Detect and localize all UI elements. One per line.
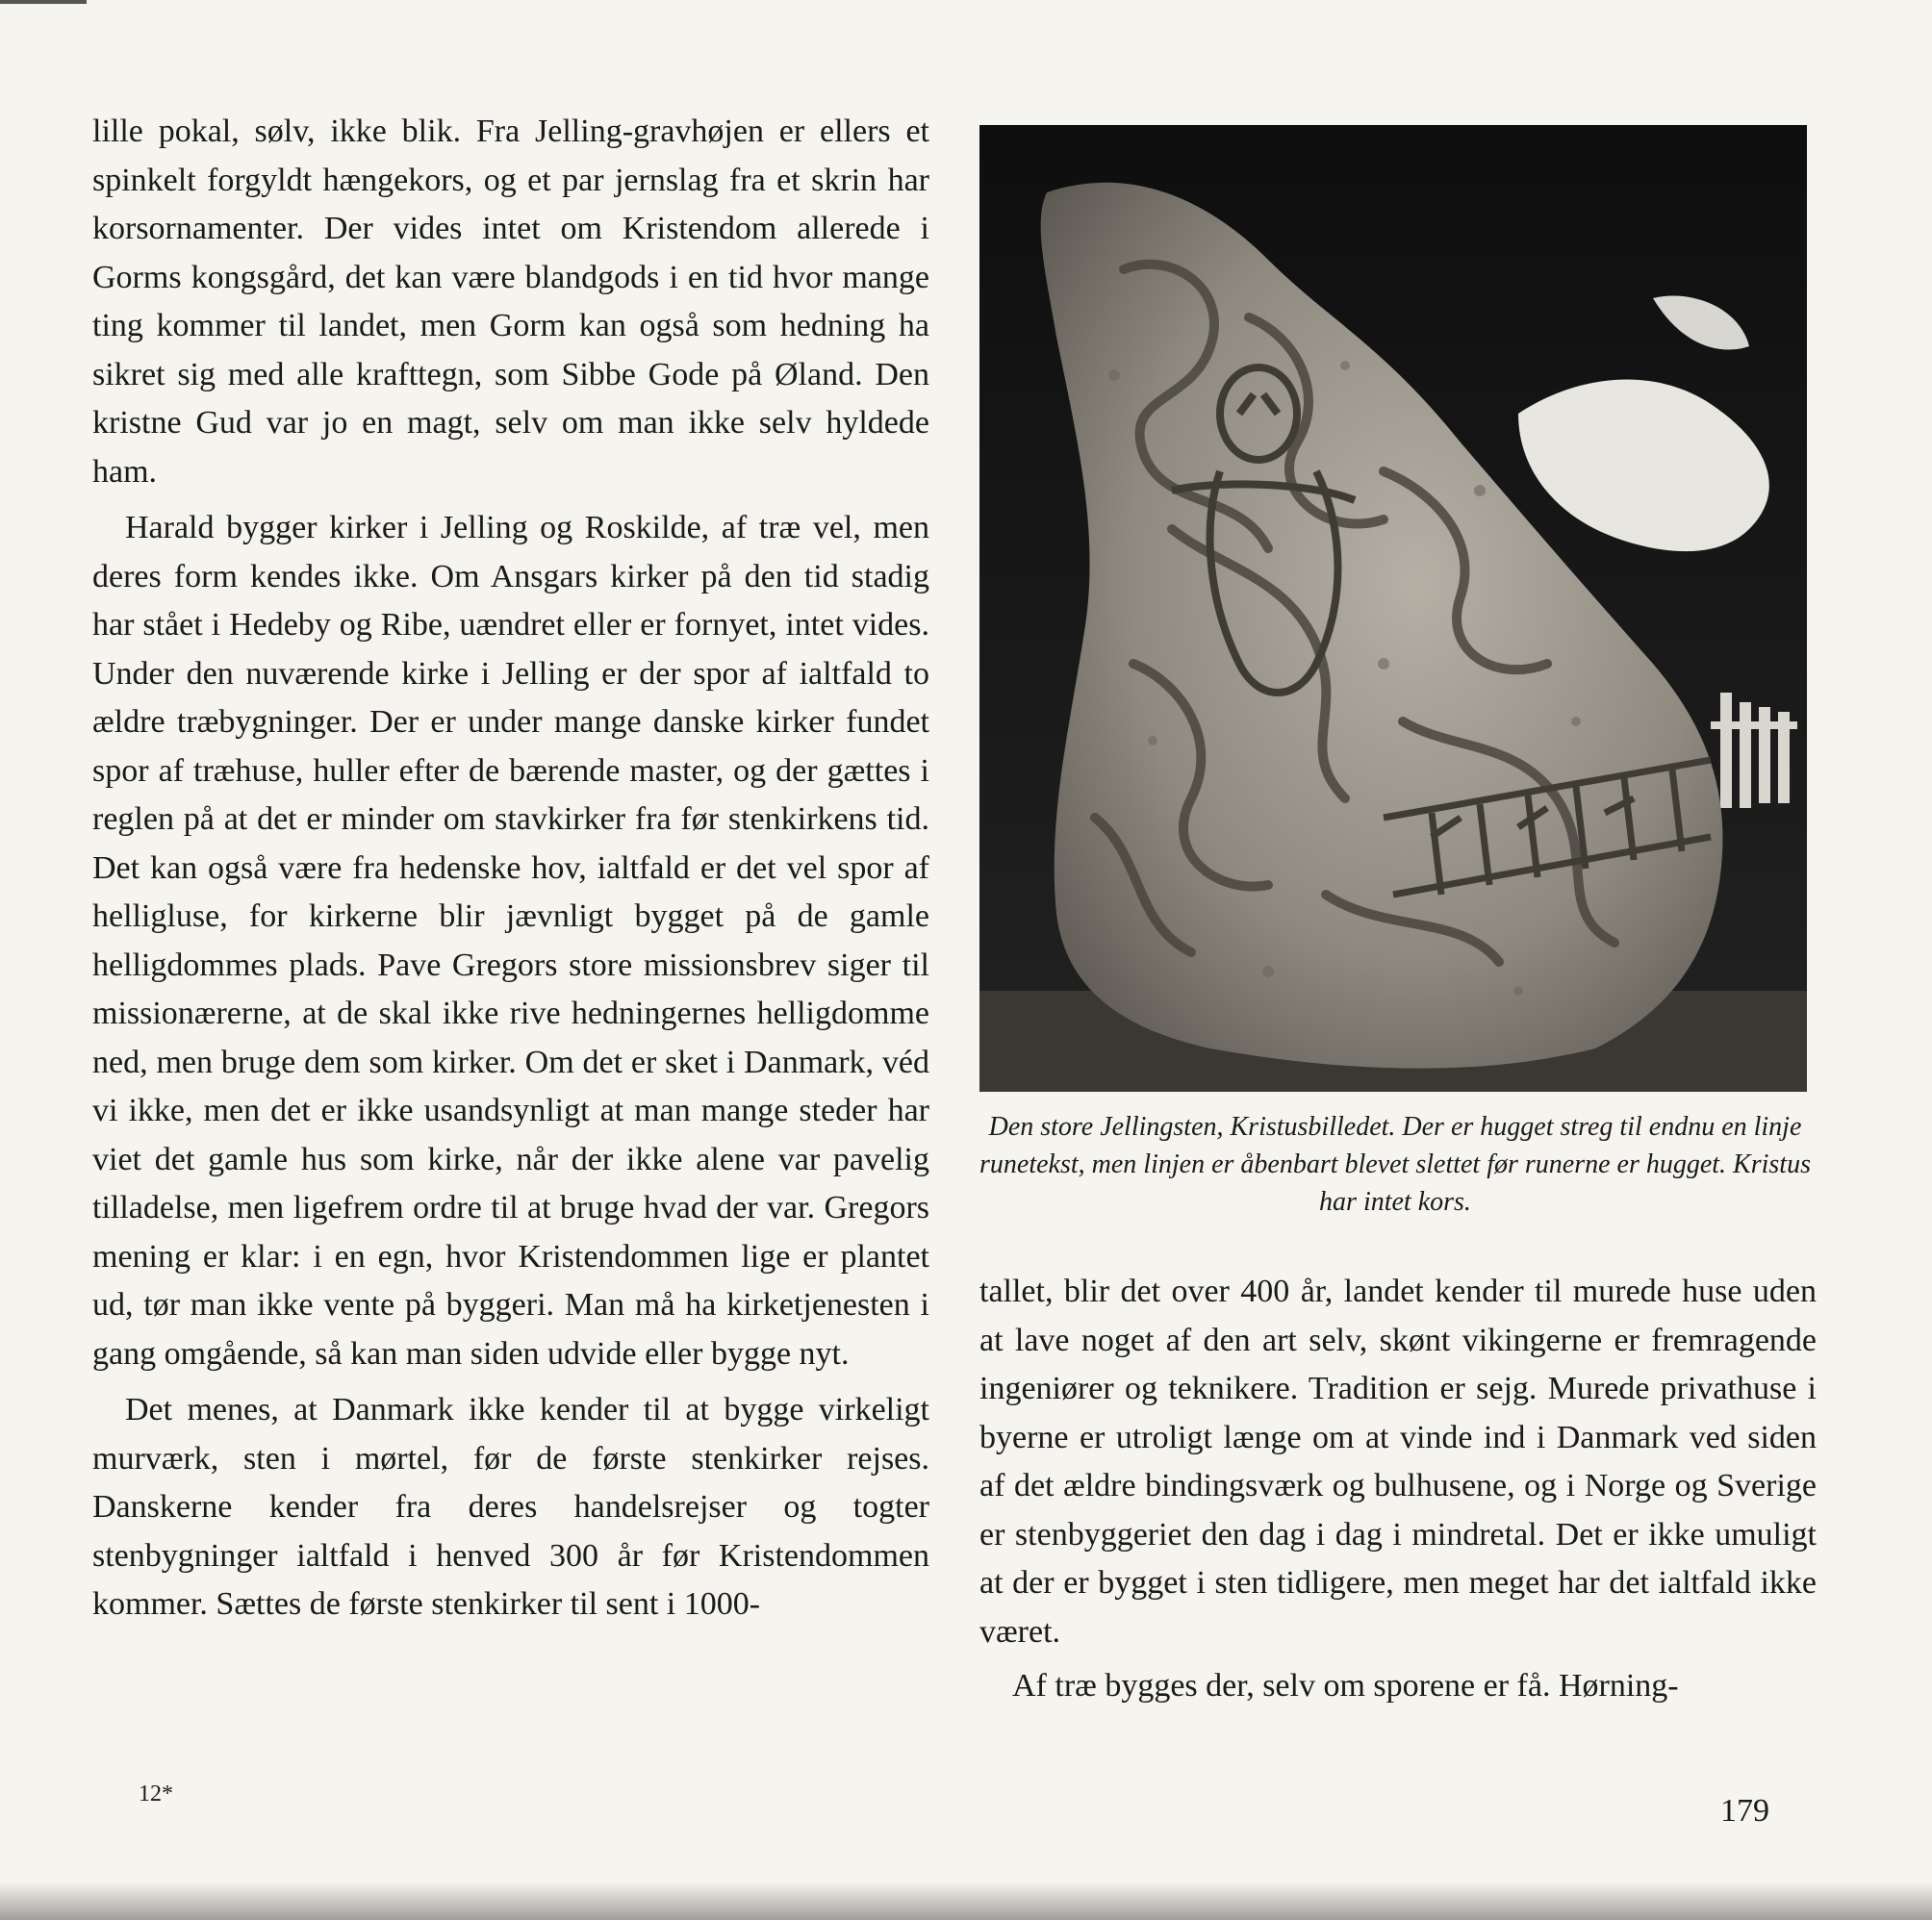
paragraph-5: Af træ bygges der, selv om sporene er få. Hørning- [1012, 1668, 1679, 1704]
jelling-stone-photo [979, 125, 1807, 1092]
paragraph-2: Harald bygger kirker i Jelling og Roskilde, af træ vel, men deres form kendes ikke. Om Ansgars kirker på den tid stadig har stået i Hedeby og Ribe, uændret eller er fornyet, intet vides. Under den nuværende kirke i Jelling er der spor af ialtfald to ældre træbygninger. Der er under mange danske kirker fundet spor af træhuse, huller efter de bærende master, og der gættes i reglen på at det er minder om stavkirker fra før stenkirkens tid. Det kan også være fra hedenske hov, ialtfald er det vel spor af helligluse, for kirkerne blir jævnligt bygget på de gamle helligdommes plads. Pave Gregors store missionsbrev siger til missionærerne, at de skal ikke rive hedningernes helligdomme ned, men bruge dem som kirker. Om det er sket i Danmark, véd vi ikke, men det er ikke usandsynligt at man mange steder har viet det gamle hus som kirke, når der ikke alene var pavelig tilladelse, men ligefrem ordre til at bruge hvad der var. Gregors mening er klar: i en egn, hvor Kristendommen lige er plantet ud, tør man ikke vente på byggeri. Man må ha kirketjenesten i gang omgående, så kan man siden udvide eller bygge nyt. [92, 510, 929, 1372]
rune-stone-illustration [979, 125, 1807, 1092]
scan-edge-mark [0, 0, 87, 4]
page-number: 179 [1720, 1793, 1769, 1829]
right-text-column [979, 1268, 1817, 1711]
figure-caption: Den store Jellingsten, Kristusbilledet. Der er hugget streg til endnu en linje runetekst, men linjen er åbenbart blevet slettet før runerne er hugget. Kristus har intet kors. [979, 1112, 1811, 1217]
scan-shadow [0, 1882, 1932, 1920]
paragraph-3: Det menes, at Danmark ikke kender til at bygge virkeligt murværk, sten i mørtel, før de første stenkirker rejses. Danskerne kender fra deres handelsrejser og togter stenbygninger ialtfald i henved 300 år før Kristendommen kommer. Sættes de første stenkirker til sent i 1000- [92, 1392, 929, 1622]
paragraph-4: tallet, blir det over 400 år, landet kender til murede huse uden at lave noget af den art selv, skønt vikingerne er fremragende ingeniører og teknikere. Tradition er sejg. Murede privathuse i byerne er utroligt længe om at vinde ind i Danmark ved siden af det ældre bindingsværk og bulhusene, og i Norge og Sverige er stenbyggeriet den dag i dag i mindretal. Det er ikke umuligt at der er bygget i sten tidligere, men meget har det ialtfald ikke været. [979, 1274, 1817, 1650]
paragraph-1: lille pokal, sølv, ikke blik. Fra Jelling-gravhøjen er ellers et spinkelt forgyldt hængekors, og et par jernslag fra et skrin har korsornamenter. Der vides intet om Kristendom allerede i Gorms kongsgård, det kan være blandgods i en tid hvor mange ting kommer til landet, men Gorm kan også som hedning ha sikret sig med alle krafttegn, som Sibbe Gode på Øland. Den kristne Gud var jo en magt, selv om man ikke selv hyldede ham. [92, 114, 929, 490]
signature-mark: 12* [139, 1781, 173, 1806]
left-text-column [92, 108, 929, 1629]
